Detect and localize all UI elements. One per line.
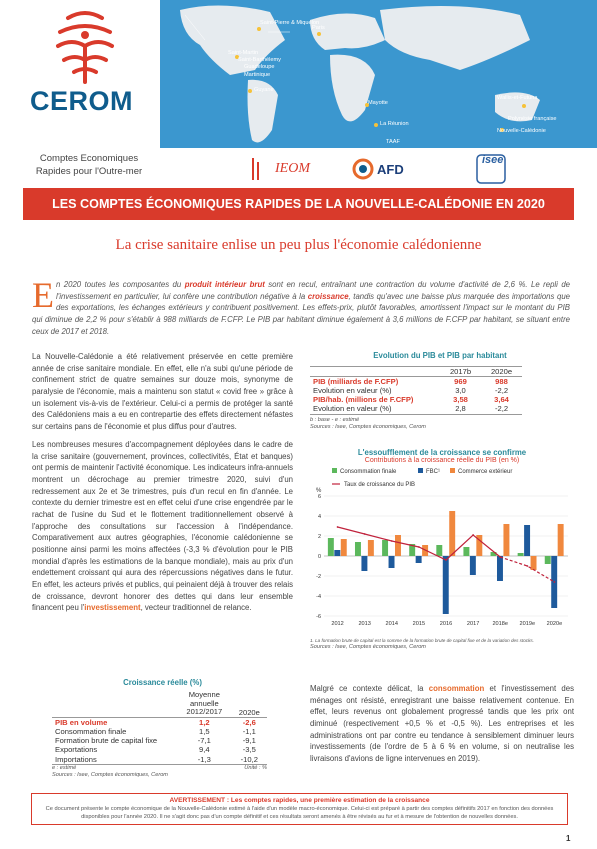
bar-2-2 bbox=[395, 535, 401, 556]
legend-label-2: Commerce extérieur bbox=[458, 469, 513, 475]
x-tick-label: 2017 bbox=[466, 621, 480, 627]
chart-title: L'essoufflement de la croissance se confirme bbox=[357, 448, 527, 457]
world-map bbox=[160, 0, 597, 148]
x-tick-label: 2015 bbox=[412, 621, 426, 627]
y-tick-label: 2 bbox=[317, 534, 321, 540]
table-row: Importations -1,3 -10,2 bbox=[52, 755, 267, 765]
isee-logo: isee bbox=[476, 152, 506, 186]
ieom-emblem-icon bbox=[245, 154, 275, 184]
map-label-wallis: Wallis-et-Futuna bbox=[497, 95, 538, 101]
gdp-point-3 bbox=[418, 546, 420, 548]
x-tick-label: 2014 bbox=[385, 621, 399, 627]
gdp-point-0 bbox=[337, 526, 339, 528]
bar-2-8 bbox=[558, 524, 564, 556]
bar-2-6 bbox=[503, 524, 509, 556]
croissance-source: Sources : Isee, Comptes économiques, Cerom bbox=[52, 771, 168, 778]
bar-1-1 bbox=[361, 556, 367, 571]
map-label-guyane: Guyane bbox=[254, 87, 274, 93]
bar-1-6 bbox=[497, 556, 503, 581]
map-label-martinique: Martinique bbox=[244, 72, 271, 78]
chart-subtitle: Contributions à la croissance réelle du PIB (en %) bbox=[364, 457, 520, 464]
x-tick-label: 2018e bbox=[492, 621, 509, 627]
x-tick-label: 2013 bbox=[358, 621, 371, 627]
gdp-point-2 bbox=[391, 540, 393, 542]
croissance-unit: Unité : % bbox=[244, 764, 267, 771]
pib-table-source: Sources : Isee, Comptes économiques, Cerom bbox=[310, 423, 426, 430]
legend-swatch-1 bbox=[418, 468, 423, 473]
header-subtitle: Comptes Economiques Rapides pour l'Outre-mer bbox=[35, 153, 143, 178]
table-row: Evolution en valeur (%) 3,0 -2,2 bbox=[313, 386, 509, 396]
map-label-guadeloupe: Guadeloupe bbox=[244, 64, 275, 70]
gdp-point-1 bbox=[364, 533, 366, 535]
left-paragraph-1: La Nouvelle-Calédonie a été relativement préservée en cette première année de crise sanitaire mondiale. En effet, elle n'a subi qu'une période de confinement strict de quatre semaines sur douze mois, synonyme de paralysie de l'économie, mais a maintenu son statut « covid free » grâce à un isolement vis-à-vis de l'extérieur. Celui-ci a permis de protéger la santé des Calédoniens mais a eu en contrepartie des effets directement néfastes sur certains pans de l'économie et plus diffus pour d'autres. bbox=[32, 352, 293, 432]
bar-1-7 bbox=[524, 525, 530, 556]
warning-title: AVERTISSEMENT : Les comptes rapides, une première estimation de la croissance bbox=[169, 797, 430, 804]
bar-0-8 bbox=[545, 556, 551, 564]
table-row: PIB (milliards de F.CFP) 969 988 bbox=[313, 377, 508, 387]
drop-cap: E bbox=[32, 275, 54, 315]
bar-1-2 bbox=[389, 556, 395, 568]
y-tick-label: -6 bbox=[316, 614, 321, 620]
y-tick-label: 6 bbox=[317, 494, 321, 500]
bar-1-5 bbox=[470, 556, 476, 575]
map-label-spm: Saint-Pierre & Miquelon bbox=[260, 20, 320, 26]
bar-2-1 bbox=[368, 540, 374, 556]
x-tick-label: 2019e bbox=[519, 621, 536, 627]
map-label-mayotte: Mayotte bbox=[368, 100, 388, 106]
left-paragraph-2: Les nombreuses mesures d'accompagnement déployées dans le cadre de la crise sanitaire (gouvernement, provinces, collectivités, État et banques) ont permis de maintenir l'activité économique. Les indicateurs infra-annuels montrent un décrochage au premier trimestre 2020, suivi d'un redressement aux 2e et 3e trimestres, puis d'un recul en fin d'année. Le contexte du dernier trimestre est en effet celui d'une crise engendrée par le rachat de l'usine du Sud et le flottement traditionnellement observé à l'approche des consultations sur l'accession à l'indépendance. Comparativement aux autres géographies, l'économie calédonienne se positionne ainsi parmi les moins affectées (-3,3 % d'évolution pour le PIB mondial d'après les estimations de la banque mondiale), mais au prix d'un endettement croissant qui aura des répercussions négatives dans le futur. En effet, les acteurs privés et publics, qui peinaient déjà à trouver des relais de croissance, devront honorer des dettes qui dans leur ensemble financent peu l'investissement, vecteur traditionnel de relance. bbox=[32, 439, 293, 613]
bar-2-4 bbox=[449, 511, 455, 556]
page-number: 1 bbox=[566, 834, 571, 843]
chart-footnote: 1. La formation brute de capital est la somme de la formation brute de capital fixe et de la variation des stocks. bbox=[310, 638, 534, 643]
bar-1-0 bbox=[334, 550, 340, 556]
bar-0-7 bbox=[518, 553, 524, 556]
legend-label-0: Consommation finale bbox=[340, 469, 397, 475]
gdp-point-4 bbox=[445, 559, 447, 561]
growth-chart bbox=[310, 466, 574, 638]
x-tick-label: 2020e bbox=[546, 621, 563, 627]
gdp-point-8 bbox=[554, 581, 556, 583]
x-tick-label: 2016 bbox=[439, 621, 453, 627]
world-map-graphic bbox=[160, 0, 597, 148]
document-banner: LES COMPTES ÉCONOMIQUES RAPIDES DE LA NOUVELLE-CALÉDONIE EN 2020 bbox=[23, 188, 574, 220]
table-header-row: 2017b 2020e bbox=[310, 367, 522, 377]
gdp-point-7 bbox=[526, 565, 528, 567]
pib-table-note: b : base - e : estimé bbox=[310, 416, 360, 423]
y-tick-label: 4 bbox=[317, 514, 321, 520]
afd-logo: AFD bbox=[352, 152, 404, 186]
table-row: Consommation finale 1,5 -1,1 bbox=[55, 727, 256, 737]
bar-0-4 bbox=[436, 545, 442, 556]
bar-0-2 bbox=[382, 540, 388, 556]
croissance-note: e : estimé bbox=[52, 764, 77, 771]
map-label-nouvelle-caledonie: Nouvelle-Calédonie bbox=[497, 128, 546, 134]
table-row: PIB/hab. (millions de F.CFP) 3,58 3,64 bbox=[313, 395, 509, 405]
y-tick-label: -4 bbox=[316, 594, 321, 600]
x-tick-label: 2012 bbox=[331, 621, 344, 627]
gdp-point-6 bbox=[499, 556, 501, 558]
intro-paragraph: En 2020 toutes les composantes du produit intérieur brut sont en recul, entraînant une contraction du volume d'activité de 2,6 %. Le repli de l'investissement en particulier, lui confère une contribution négative à la croissance, tandis qu'avec une baisse plus marquée des importations que des exportations, les échanges extérieurs y contribuent positivement. Les effets-prix, plutôt favorables, amortissent l'impact sur le montant du PIB qui diminue de 2,2 % pour s'établir à 988 milliards de F.CFP. Le PIB par habitant diminue également à 3,6 millions de F.CFP par habitant, se situant entre ceux de 2017 et 2018. bbox=[32, 275, 571, 336]
map-label-paris: Paris bbox=[312, 25, 325, 31]
ieom-logo: IEOM bbox=[245, 152, 310, 186]
right-column-text: Malgré ce contexte délicat, la consommation et l'investissement des ménages ont résisté, enregistrant une baisse relativement contenue. En effet, leurs revenus ont globalement progressé tandis que les prix ont diminué (respectivement +0,5 % et -0,5 %). Les entreprises et les administrations ont par contre eu tendance à sensiblement diminuer leurs investissements (de l'ordre de 5 à 6 % en volume, si on neutralise les livraisons d'avions de ligne intervenues en 2019). bbox=[310, 684, 574, 764]
croissance-table bbox=[52, 691, 267, 765]
table-row: Exportations 9,4 -3,5 bbox=[55, 745, 256, 755]
map-label-taaf: TAAF bbox=[386, 139, 400, 145]
bar-2-0 bbox=[341, 539, 347, 556]
afd-emblem-icon bbox=[352, 158, 374, 180]
pib-table-title: Evolution du PIB et PIB par habitant bbox=[373, 351, 507, 360]
bar-2-7 bbox=[531, 556, 537, 570]
bar-0-1 bbox=[355, 542, 361, 556]
map-label-la-reunion: La Réunion bbox=[380, 121, 409, 127]
left-column-text bbox=[32, 351, 293, 620]
croissance-table-block bbox=[32, 678, 293, 779]
cerom-emblem-icon bbox=[30, 10, 140, 90]
y-tick-label: 0 bbox=[317, 554, 321, 560]
warning-body: Ce document présente le compte économique de la Nouvelle-Calédonie estimé à l'aide d'un modèle macro-économique. Celui-ci est préparé à partir des comptes définitifs 2017 en fonction des données disponibles pour l'année 2020. Il ne s'agit donc pas d'un compte définitif et ces résultats seront amenés à être révisés au fur et à mesure de l'obtention de nouvelles données. bbox=[45, 806, 554, 820]
bar-1-3 bbox=[416, 556, 422, 563]
legend-swatch-2 bbox=[450, 468, 455, 473]
gdp-point-5 bbox=[472, 534, 474, 536]
legend-swatch-0 bbox=[332, 468, 337, 473]
legend-label-1: FBC¹ bbox=[426, 469, 440, 475]
table-header-row: Moyenne annuelle 2012/2017 2020e bbox=[52, 691, 267, 718]
cerom-wordmark: CEROM bbox=[30, 86, 133, 116]
y-tick-label: -2 bbox=[316, 574, 321, 580]
table-row: Evolution en valeur (%) 2,8 -2,2 bbox=[310, 404, 522, 414]
gdp-line bbox=[338, 527, 501, 560]
warning-box bbox=[31, 793, 568, 825]
y-axis-unit: % bbox=[316, 488, 322, 494]
bar-0-5 bbox=[463, 547, 469, 556]
map-label-saint-barthelemy: Saint-Barthélemy bbox=[238, 57, 281, 63]
bar-0-0 bbox=[328, 538, 334, 556]
map-label-saint-martin: Saint-Martin bbox=[228, 50, 259, 56]
map-label-polynesie: Polynésie française bbox=[508, 116, 557, 122]
chart-source: Sources : Isee, Comptes économiques, Cerom bbox=[310, 643, 426, 650]
pib-table-block bbox=[310, 351, 570, 431]
pib-table bbox=[310, 366, 522, 415]
table-row: Formation brute de capital fixe -7,1 -9,1 bbox=[55, 736, 256, 746]
growth-chart-block bbox=[310, 448, 574, 663]
bar-1-4 bbox=[443, 556, 449, 614]
croissance-table-title: Croissance réelle (%) bbox=[123, 678, 202, 687]
legend-label-line: Taux de croissance du PIB bbox=[344, 482, 416, 488]
table-row: PIB en volume 1,2 -2,6 bbox=[55, 718, 256, 728]
main-title: La crise sanitaire enlise un peu plus l'économie calédonienne bbox=[115, 237, 482, 253]
